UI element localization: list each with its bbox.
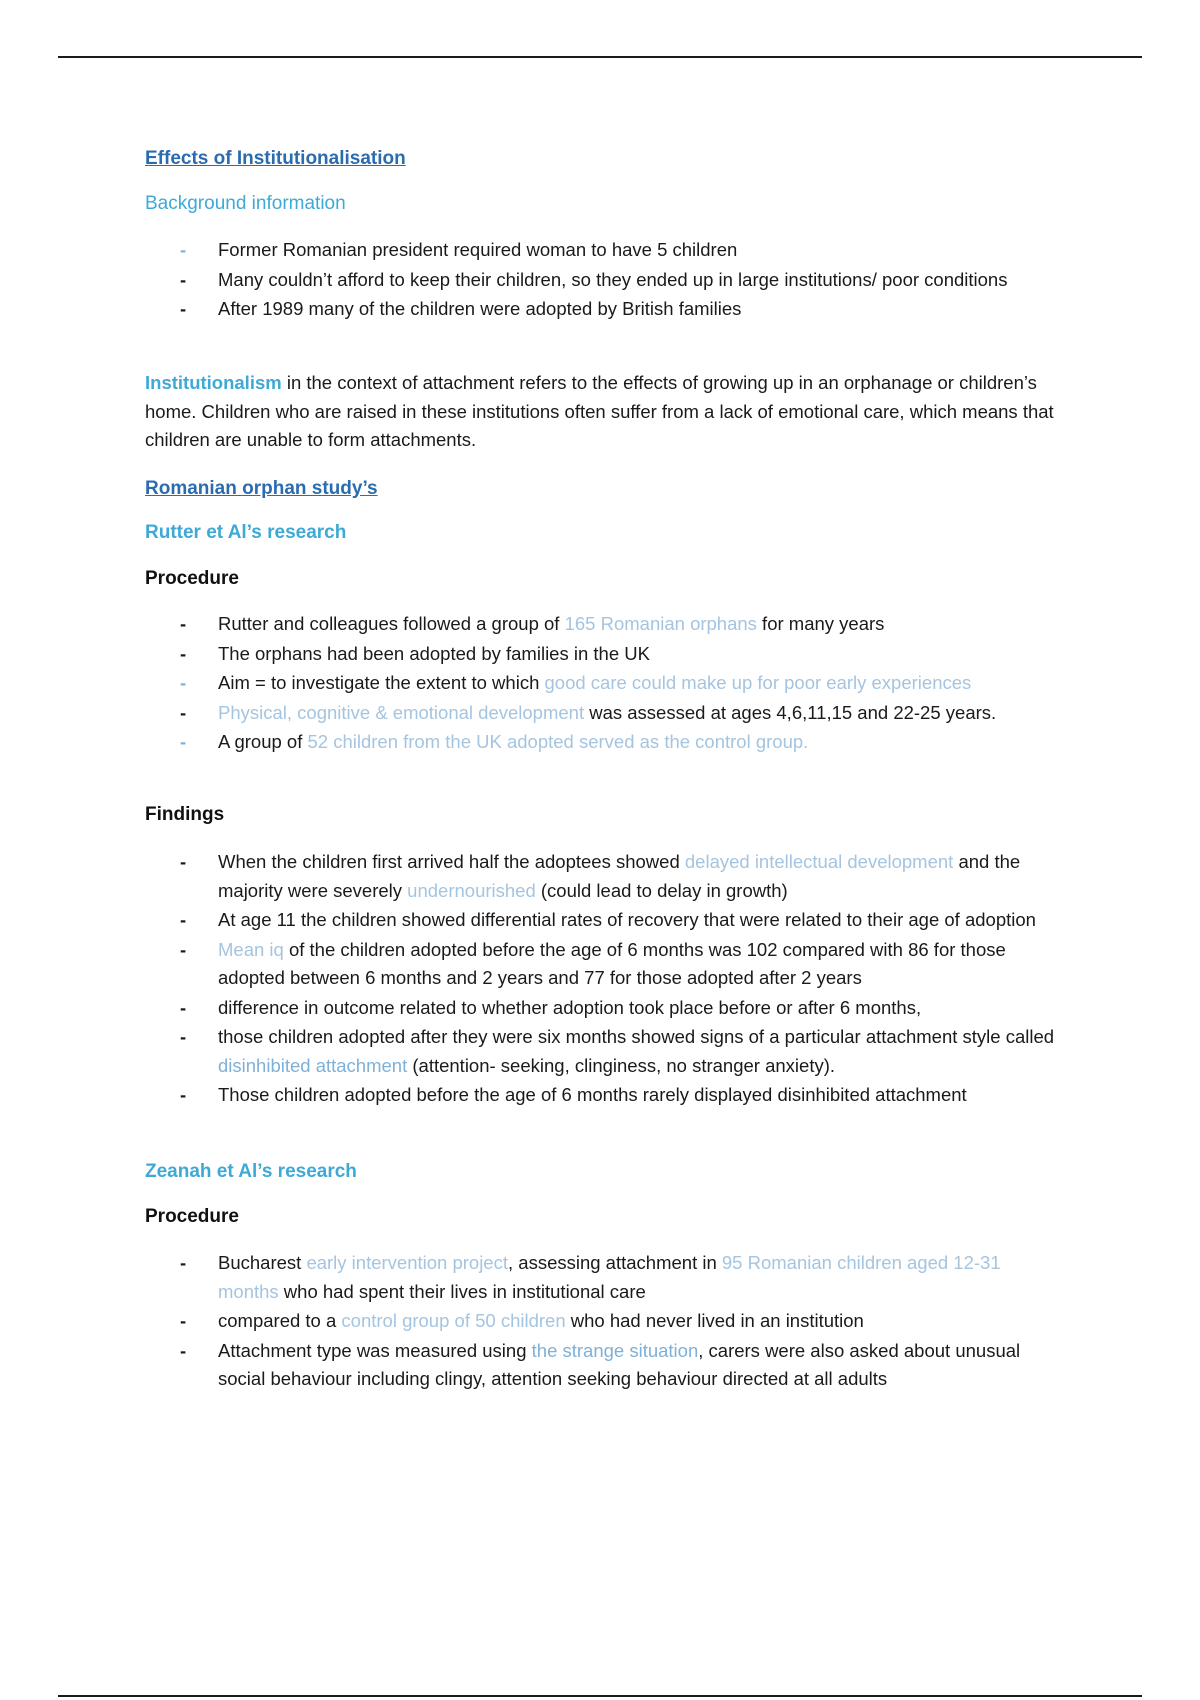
zeanah-procedure-label: Procedure bbox=[145, 1206, 239, 1227]
list-item: - Those children adopted before the age of 6 months rarely displayed disinhibited attachment bbox=[180, 1084, 967, 1105]
list-item: - Aim = to investigate the extent to which good care could make up for poor early experiences bbox=[180, 672, 972, 693]
background-list bbox=[145, 236, 1065, 324]
background-list-wrap bbox=[145, 236, 1065, 325]
list-item: - difference in outcome related to whether adoption took place before or after 6 months, bbox=[180, 996, 922, 1018]
definition-paragraph bbox=[145, 369, 1065, 455]
zeanah-heading: Zeanah et Al’s research bbox=[145, 1161, 357, 1182]
title-link[interactable]: Effects of Institutionalisation bbox=[145, 148, 406, 169]
background-heading: Background information bbox=[145, 193, 346, 214]
list-item: - Physical, cognitive & emotional development was assessed at ages 4,6,11,15 and 22-25 years. bbox=[180, 701, 997, 723]
list-item: - After 1989 many of the children were adopted by British families bbox=[145, 295, 1065, 324]
zeanah-procedure-wrap bbox=[145, 1249, 1065, 1395]
list-item: - Bucharest early intervention project, assessing attachment in 95 Romanian children aged 12-31 months who had spent their lives in institutional care bbox=[180, 1252, 1001, 1302]
list-item: - The orphans had been adopted by families in the UK bbox=[180, 642, 650, 664]
zeanah-procedure-list bbox=[145, 1249, 1065, 1394]
rutter-heading: Rutter et Al’s research bbox=[145, 522, 347, 543]
list-item: - those children adopted after they were six months showed signs of a particular attachment style called disinhibited attachment (attention- seeking, clinginess, no stranger anxiety). bbox=[180, 1026, 1055, 1076]
list-item: - compared to a control group of 50 children who had never lived in an institution bbox=[180, 1310, 864, 1331]
footer-rule bbox=[58, 1695, 1142, 1697]
page-title bbox=[145, 144, 1065, 174]
dash-bullet: - bbox=[180, 298, 187, 319]
definition-term: Institutionalism bbox=[145, 372, 282, 393]
dash-bullet: - bbox=[180, 268, 187, 290]
list-item: - Attachment type was measured using the strange situation, carers were also asked about unusual social behaviour including clingy, attention seeking behaviour directed at all adults bbox=[180, 1339, 1021, 1389]
list-item: - Many couldn’t afford to keep their children, so they ended up in large institutions/ poor conditions bbox=[145, 266, 1065, 295]
rutter-procedure-list bbox=[145, 610, 1065, 757]
list-item: - When the children first arrived half the adoptees showed delayed intellectual development and the majority were severely undernourished (could lead to delay in growth) bbox=[180, 851, 1021, 901]
definition-text: in the context of attachment refers to the effects of growing up in an orphanage or children’s home. Children who are raised in these institutions often suffer from a lack of emotional care, which means that children are unable to form attachments. bbox=[145, 372, 1054, 450]
list-item: - Mean iq of the children adopted before the age of 6 months was 102 compared with 86 for those adopted between 6 months and 2 years and 77 for those adopted after 2 years bbox=[180, 938, 1006, 988]
studies-heading bbox=[145, 474, 1065, 504]
rutter-procedure-label: Procedure bbox=[145, 568, 239, 589]
dash-bullet: - bbox=[180, 239, 187, 260]
list-item: - A group of 52 children from the UK adopted served as the control group. bbox=[180, 731, 809, 752]
rutter-findings-wrap bbox=[145, 848, 1065, 1111]
rutter-findings-label: Findings bbox=[145, 804, 225, 825]
list-item: - Rutter and colleagues followed a group of 165 Romanian orphans for many years bbox=[180, 613, 885, 634]
list-item: - Former Romanian president required woman to have 5 children bbox=[145, 236, 1065, 265]
studies-heading-link[interactable]: Romanian orphan study’s bbox=[145, 478, 378, 499]
header-rule bbox=[58, 56, 1142, 58]
list-item: - At age 11 the children showed differential rates of recovery that were related to their age of adoption bbox=[180, 909, 1036, 930]
rutter-findings-list bbox=[145, 848, 1065, 1110]
rutter-procedure-wrap bbox=[145, 610, 1065, 758]
